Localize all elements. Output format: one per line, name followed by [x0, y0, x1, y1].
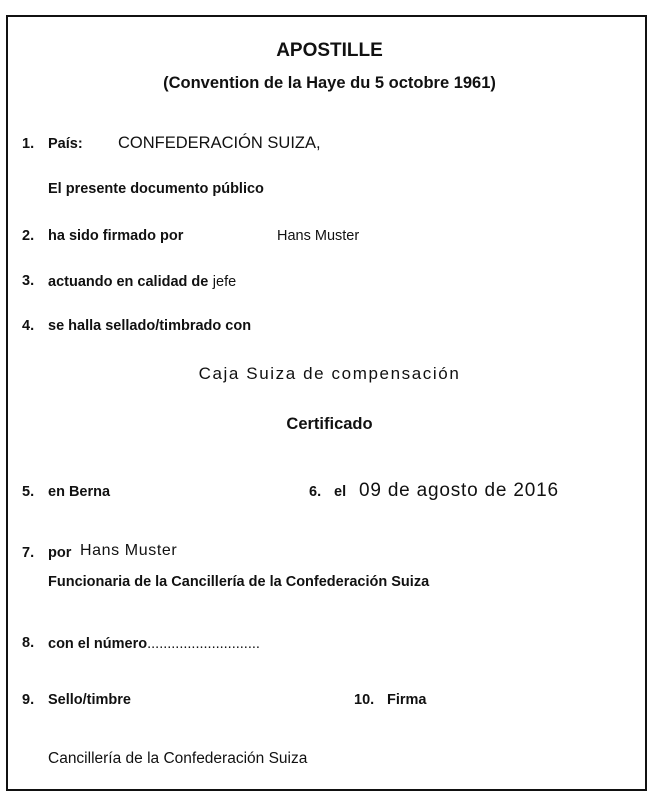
item-9-label: Sello/timbre	[48, 692, 131, 708]
item-6-number: 6.	[309, 484, 322, 500]
item-10-label: Firma	[387, 692, 427, 708]
item-4-label: se halla sellado/timbrado con	[48, 318, 252, 334]
document-title: APOSTILLE	[276, 40, 383, 61]
item-3-line	[48, 273, 236, 291]
item-3-number: 3.	[22, 273, 35, 289]
issuing-office: Cancillería de la Confederación Suiza	[48, 750, 308, 767]
item-6-date-value: 09 de agosto de 2016	[359, 480, 559, 501]
certificate-heading: Certificado	[286, 415, 373, 433]
item-7-number: 7.	[22, 545, 35, 561]
item-10-number: 10.	[354, 692, 375, 708]
item-2-label: ha sido firmado por	[48, 228, 184, 244]
item-8-label: con el número	[48, 636, 148, 652]
item-5-label: en Berna	[48, 484, 111, 500]
item-1-label: País:	[48, 136, 83, 152]
item-1-value: CONFEDERACIÓN SUIZA,	[118, 134, 321, 152]
item-1-number: 1.	[22, 136, 35, 152]
item-3-label: actuando en calidad de	[48, 274, 209, 290]
item-2-value: Hans Muster	[277, 228, 360, 244]
item-7-signer-name: Hans Muster	[80, 542, 178, 559]
document-subtitle: (Convention de la Haye du 5 octobre 1961)	[163, 74, 496, 92]
signer-title: Funcionaria de la Cancillería de la Confederación Suiza	[48, 574, 430, 590]
item-public-document-label: El presente documento público	[48, 181, 264, 197]
item-6-label: el	[334, 484, 347, 500]
item-3-value: jefe	[212, 274, 237, 290]
item-4-number: 4.	[22, 318, 35, 334]
apostille-frame	[6, 15, 647, 791]
item-8-number: 8.	[22, 635, 35, 651]
item-7-label: por	[48, 545, 72, 561]
item-8-line	[48, 635, 260, 653]
item-2-number: 2.	[22, 228, 35, 244]
item-9-number: 9.	[22, 692, 35, 708]
item-8-number-placeholder: ............................	[147, 636, 260, 652]
item-5-number: 5.	[22, 484, 35, 500]
authority-name: Caja Suiza de compensación	[198, 364, 461, 383]
